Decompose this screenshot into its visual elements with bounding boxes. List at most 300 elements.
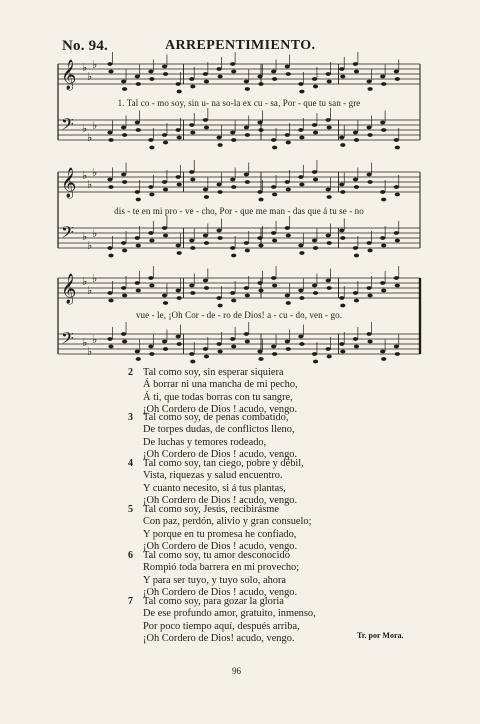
bass-clef-icon: 𝄢 [61,222,74,246]
stanza-line: ¡Oh Cordero de Dios! acudo, vengo. [143,633,295,645]
notehead [339,296,344,300]
notehead [340,236,345,240]
notehead [135,75,140,79]
notehead [394,345,399,349]
notehead [395,193,400,197]
treble-clef-icon: 𝄞 [61,168,77,198]
notehead [108,70,113,74]
notehead [286,188,291,192]
notehead [121,126,126,130]
notehead [203,234,208,238]
notehead [380,121,385,125]
notehead [231,254,236,258]
stanza-number: 4 [128,458,133,469]
notehead [135,236,140,240]
notehead [286,234,291,238]
notehead [340,190,345,194]
notehead [121,173,126,177]
notehead [340,350,345,354]
notehead [258,357,263,361]
flat-icon: ♭ [82,61,88,74]
notehead [136,357,141,361]
notehead [272,146,277,150]
notehead [108,185,113,189]
notehead [271,276,276,280]
notehead [163,188,168,192]
stanza-line: Á borrar ni una mancha de mi pecho, [143,379,298,391]
flat-icon: ♭ [82,122,88,135]
notehead [108,138,113,142]
notehead [176,175,181,179]
notehead [395,352,400,356]
notehead [299,296,304,300]
notehead [190,131,195,135]
notehead [122,180,127,184]
notehead [366,332,371,336]
staff-lines [58,56,420,164]
notehead [203,118,208,122]
notehead [245,249,250,253]
notehead [298,175,303,179]
notehead [189,239,194,243]
stanza-line: Rompió toda barrera en mi provecho; [143,562,300,574]
notehead [285,65,290,69]
notehead [122,340,127,344]
notehead [204,355,209,359]
notehead [107,291,112,295]
stanza-line: Tal como soy, tu amor desconocido [143,550,290,561]
notehead [366,241,371,245]
notehead [245,294,250,298]
notehead [272,352,277,356]
notehead [216,183,221,187]
notehead [285,180,290,184]
notehead [121,286,126,290]
notehead [216,67,221,71]
notehead [271,185,276,189]
notehead [298,244,303,248]
notehead [176,244,181,248]
notehead [353,337,358,341]
notehead [394,70,399,74]
notehead [272,193,277,197]
notehead [339,67,344,71]
flat-icon: ♭ [92,119,98,132]
notehead [217,236,222,240]
notehead [272,284,277,288]
notehead [327,195,332,199]
stanza-line: De ese profundo amor, gratuito, inmenso, [143,608,316,620]
notehead [380,190,385,194]
notehead [149,193,154,197]
notehead [326,188,331,192]
stanza-number: 5 [128,504,133,515]
notehead [257,75,262,79]
notehead [162,180,167,184]
notehead [340,75,345,79]
notehead [285,340,290,344]
notehead [107,62,112,66]
notehead [203,188,208,192]
notehead [135,350,140,354]
notehead [286,141,291,145]
stanza-line: Tal como soy, Jesús, recibirásme [143,504,279,515]
notehead [381,289,386,293]
notehead [148,231,153,235]
notehead [149,284,154,288]
notehead [326,234,331,238]
notehead [353,291,358,295]
stanza-line: ¡Oh Cordero de Dios ! acudo, vengo. [143,449,298,461]
notehead [298,82,303,86]
notehead [340,143,345,147]
notehead [312,77,317,81]
notehead [189,170,194,174]
notehead [354,299,359,303]
notehead [299,183,304,187]
notehead [230,246,235,250]
notehead [108,299,113,303]
notehead [230,291,235,295]
notehead [190,291,195,295]
stanza-number: 6 [128,550,133,561]
notehead [340,304,345,308]
notehead [395,239,400,243]
notehead [163,234,168,238]
notehead [217,190,222,194]
notehead [176,128,181,132]
lyrics-line-2: dis - te en mi pro - ve - cho, Por - que me man - das que á tu se - no [114,206,364,216]
stanza-line: ¡Oh Cordero de Dios ! acudo, vengo. [143,495,298,507]
notehead [244,332,249,336]
notehead [217,143,222,147]
notehead [381,198,386,202]
notehead [162,133,167,137]
notehead [395,146,400,150]
notehead [163,301,168,305]
notehead [136,82,141,86]
stanza-line: ¡Oh Cordero de Dios ! acudo, vengo. [143,541,298,553]
notehead [271,138,276,142]
notehead [244,173,249,177]
notehead [231,185,236,189]
flat-icon: ♭ [82,169,88,182]
stanza-line: Á ti, que todas borras con tu sangre, [143,391,293,403]
notehead [121,332,126,336]
notehead [271,231,276,235]
notehead [230,131,235,135]
notehead [366,80,371,84]
notehead [122,294,127,298]
notehead [204,80,209,84]
notehead [299,136,304,140]
notehead [177,90,182,94]
flat-icon: ♭ [82,230,88,243]
stanza-line: Y para ser tuyo, y tuyo solo, ahora [143,574,287,586]
flat-icon: ♭ [82,275,88,288]
page-number: 96 [232,666,241,676]
notehead [176,289,181,293]
staff-lines [58,164,420,272]
notehead [327,355,332,359]
flat-icon: ♭ [92,227,98,240]
stanza-number: 7 [128,596,133,607]
notehead [231,70,236,74]
notehead [257,281,262,285]
notehead [339,229,344,233]
notehead [354,345,359,349]
notehead [285,133,290,137]
notehead [162,226,167,230]
notehead [258,198,263,202]
treble-clef-icon: 𝄞 [61,60,77,90]
notehead [312,284,317,288]
notehead [231,138,236,142]
notehead [299,90,304,94]
notehead [230,178,235,182]
notehead [245,87,250,91]
notehead [326,279,331,283]
flat-icon: ♭ [92,58,98,71]
notehead [230,62,235,66]
notehead [108,254,113,258]
notehead [136,289,141,293]
notehead [121,241,126,245]
flat-icon: ♭ [92,333,98,346]
notehead [354,138,359,142]
notehead [230,337,235,341]
notehead [367,133,372,137]
notehead [149,146,154,150]
treble-clef-icon: 𝄞 [61,274,77,304]
notehead [272,239,277,243]
notehead [216,136,221,140]
stanza-line: Tal como soy, de penas combatido, [143,412,289,423]
notehead [204,126,209,130]
translator-credit: Tr. por Mora. [357,631,404,640]
flat-icon: ♭ [87,70,93,83]
notehead [107,337,112,341]
notehead [326,118,331,122]
notehead [353,131,358,135]
notehead [286,347,291,351]
notehead [217,350,222,354]
notehead [135,190,140,194]
notehead [298,128,303,132]
notehead [190,360,195,364]
notehead [285,226,290,230]
hymn-number: No. 94. [62,38,108,54]
stanza-number: 2 [128,367,133,378]
flat-icon: ♭ [92,166,98,179]
notehead [176,82,181,86]
notehead [244,126,249,130]
notehead [245,180,250,184]
notehead [189,284,194,288]
notehead [353,246,358,250]
notehead [203,72,208,76]
notehead [381,128,386,132]
notehead [380,75,385,79]
notehead [231,299,236,303]
notehead [190,85,195,89]
notehead [190,246,195,250]
notehead [257,121,262,125]
notehead [366,126,371,130]
stanza-line: De torpes dudas, de conflictos lleno, [143,424,295,436]
notehead [203,279,208,283]
notehead [162,65,167,69]
bass-clef-icon: 𝄢 [61,328,74,352]
notehead [271,345,276,349]
notehead [149,77,154,81]
notehead [327,126,332,130]
notehead [257,190,262,194]
notehead [148,70,153,74]
lyrics-line-3: vue - le, ¡Oh Cor - de - ro de Dios! a - cu - do, ven - go. [135,310,343,320]
notehead [107,246,112,250]
notehead [272,77,277,81]
notehead [354,254,359,258]
notehead [313,246,318,250]
notehead [298,289,303,293]
notehead [177,136,182,140]
flat-icon: ♭ [87,131,93,144]
notehead [312,123,317,127]
stanza-line: ¡Oh Cordero de Dios ! acudo, vengo. [143,587,298,599]
notehead [366,286,371,290]
notehead [107,131,112,135]
stanza-line: Con paz, perdón, alivio y gran consuelo; [143,516,312,528]
notehead [271,70,276,74]
notehead [327,241,332,245]
stanza-line: Y porque en tu promesa he confiado, [143,528,297,540]
notehead [216,342,221,346]
notehead [244,241,249,245]
notehead [121,80,126,84]
notehead [245,340,250,344]
notehead [203,347,208,351]
notehead [381,357,386,361]
notehead [339,342,344,346]
notehead [312,352,317,356]
stanza-line: Tal como soy, tan ciego, pobre y débil, [143,458,304,469]
notehead [257,236,262,240]
notehead [108,345,113,349]
notehead [353,178,358,182]
notehead [122,87,127,91]
flat-icon: ♭ [87,345,93,358]
stanza-line: Y cuanto necesito, si á tus plantas, [143,482,286,494]
stanza-line: Por poco tiempo aquí, después arriba, [143,620,300,632]
notehead [163,347,168,351]
notehead [177,342,182,346]
notehead [327,286,332,290]
notehead [149,239,154,243]
flat-icon: ♭ [87,239,93,252]
notehead [395,284,400,288]
stanza-number: 3 [128,412,133,423]
notehead [313,178,318,182]
notehead [367,340,372,344]
notehead [285,294,290,298]
notehead [204,286,209,290]
notehead [298,335,303,339]
notehead [163,141,168,145]
notehead [190,178,195,182]
notehead [122,133,127,137]
notehead [394,185,399,189]
flat-icon: ♭ [87,178,93,191]
notehead [177,296,182,300]
stanza-line: De luchas y temores rodeado, [143,436,267,448]
notehead [312,239,317,243]
flat-icon: ♭ [82,336,88,349]
notehead [366,173,371,177]
notehead [148,138,153,142]
notehead [163,72,168,76]
stanza-line: Vista, riquezas y salud encuentro. [143,470,283,482]
notehead [217,75,222,79]
notehead [216,296,221,300]
notehead [177,183,182,187]
notehead [299,251,304,255]
notehead [353,62,358,66]
notehead [135,121,140,125]
notehead [327,80,332,84]
notehead [217,304,222,308]
notehead [122,249,127,253]
notehead [326,347,331,351]
notehead [367,180,372,184]
notehead [204,241,209,245]
notehead [244,286,249,290]
notehead [148,345,153,349]
notehead [189,77,194,81]
notehead [380,281,385,285]
notehead [204,195,209,199]
notehead [162,294,167,298]
notehead [380,350,385,354]
notehead [299,342,304,346]
notehead [286,72,291,76]
stanza-line: Tal como soy, sin esperar siquiera [143,367,284,378]
notehead [339,183,344,187]
notehead [162,340,167,344]
notehead [245,133,250,137]
notehead [313,291,318,295]
notehead [381,244,386,248]
notehead [326,72,331,76]
stanza-line: Tal como soy, para gozar la gloria [143,596,284,607]
notehead [176,335,181,339]
notehead [354,185,359,189]
notehead [136,198,141,202]
notehead [136,128,141,132]
notehead [381,82,386,86]
notehead [148,185,153,189]
notehead [367,249,372,253]
notehead [395,77,400,81]
notehead [312,170,317,174]
notehead [216,229,221,233]
notehead [313,360,318,364]
notehead [177,251,182,255]
notehead [107,178,112,182]
notehead [286,301,291,305]
notehead [339,136,344,140]
flat-icon: ♭ [92,272,98,285]
